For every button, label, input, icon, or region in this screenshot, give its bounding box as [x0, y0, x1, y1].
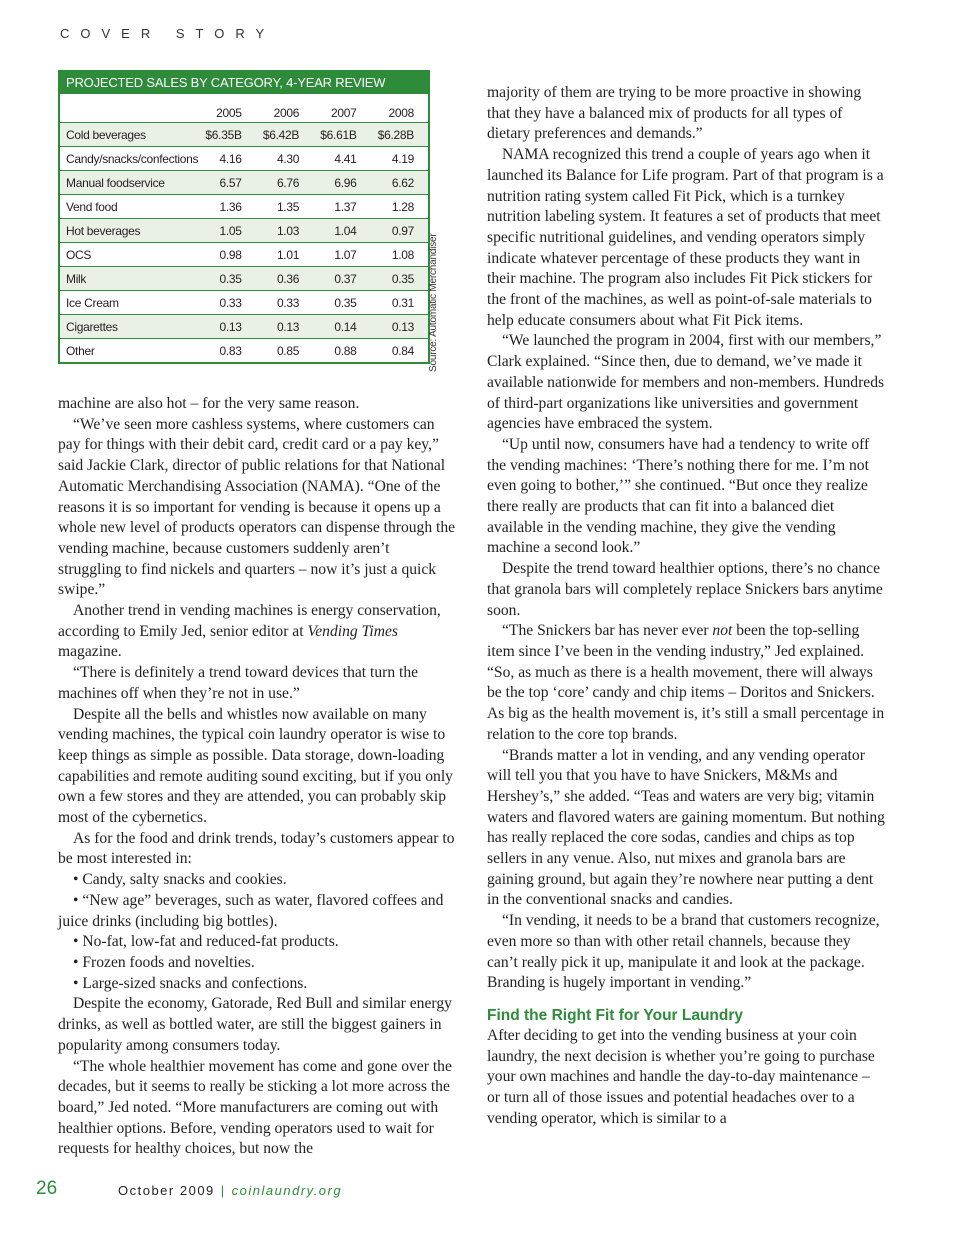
paragraph: Another trend in vending machines is energy conservation, according to Emily Jed, senior editor at Vending Times magazine. — [58, 602, 441, 661]
sales-table-box — [58, 70, 430, 364]
table-row — [60, 171, 428, 195]
table-row — [60, 315, 428, 339]
value-cell: 1.05 — [198, 219, 255, 243]
category-cell: Cold beverages — [60, 123, 198, 147]
value-cell: 0.33 — [256, 291, 313, 315]
value-cell: 1.07 — [313, 243, 370, 267]
table-row — [60, 147, 428, 171]
value-cell: $6.35B — [198, 123, 255, 147]
section-heading: Find the Right Fit for Your Laundry — [487, 1006, 744, 1024]
paragraph: Despite the trend toward healthier options, there’s no chance that granola bars will completely replace Snickers bars anytime soon. — [487, 560, 883, 619]
table-row — [60, 219, 428, 243]
table-row — [60, 267, 428, 291]
value-cell: 1.08 — [371, 243, 428, 267]
value-cell: 0.97 — [371, 219, 428, 243]
paragraph: majority of them are trying to be more proactive in showing that they have a balanced mix of products for all types of dietary preferences and demands.” — [487, 84, 862, 143]
bullet-item: • Large-sized snacks and confections. — [73, 974, 308, 992]
value-cell: 0.31 — [371, 291, 428, 315]
paragraph: machine are also hot – for the very same reason. — [58, 395, 360, 412]
table-row — [60, 195, 428, 219]
sales-table — [60, 94, 428, 362]
footer-separator: | — [220, 1183, 226, 1198]
article-column-left — [58, 394, 456, 1160]
bullet-item: • Frozen foods and novelties. — [73, 953, 255, 971]
value-cell: 6.96 — [313, 171, 370, 195]
value-cell: 4.30 — [256, 147, 313, 171]
category-cell: OCS — [60, 243, 198, 267]
paragraph: “There is definitely a trend toward devices that turn the machines off when they’re not in use.” — [58, 664, 419, 702]
year-header: 2007 — [331, 106, 357, 120]
value-cell: 1.03 — [256, 219, 313, 243]
value-cell: 0.14 — [313, 315, 370, 339]
website-link[interactable]: coinlaundry.org — [231, 1183, 343, 1198]
year-header: 2005 — [216, 106, 242, 120]
paragraph: “We launched the program in 2004, first with our members,” Clark explained. “Since then, due to demand, we’ve made it available nationwide for members and non-members. Hundreds of third-part organizations like universities and government agencies have embraced the system. — [487, 332, 885, 433]
category-cell: Milk — [60, 267, 198, 291]
paragraph: “Brands matter a lot in vending, and any vending operator will tell you that you have to have Snickers, M&Ms and Hershey’s,” she added. “Teas and waters are very big; vitamin waters and flavored waters are gaining momentum. But nothing has really replaced the core sodas, candies and chips as top sellers in any venue. Also, nut mixes and granola bars are gaining ground, but again they’re nowhere near putting a dent in the conventional snacks and candies. — [487, 746, 885, 909]
value-cell: 0.13 — [371, 315, 428, 339]
paragraph: As for the food and drink trends, today’s customers appear to be most interested in: — [58, 829, 455, 868]
value-cell: 0.35 — [371, 267, 428, 291]
category-cell: Manual foodservice — [60, 171, 198, 195]
page-number: 26 — [36, 1178, 58, 1199]
paragraph: Despite all the bells and whistles now available on many vending machines, the typical coin laundry operator is wise to keep things as simple as possible. Data storage, down-loading capabilities and remote auditing sound exciting, but if you only own a few stores and they are attended, you can probably skip most of the cybernetics. — [58, 705, 453, 827]
value-cell: 0.35 — [198, 267, 255, 291]
paragraph: After deciding to get into the vending business at your coin laundry, the next decision is whether you’re going to purchase your own machines and handle the day-to-day maintenance – or turn all of those issues and potential headaches over to a vending operator, which is similar to a — [487, 1026, 875, 1127]
category-cell: Other — [60, 339, 198, 363]
value-cell: 0.98 — [198, 243, 255, 267]
emphasis: not — [712, 622, 733, 640]
category-cell: Vend food — [60, 195, 198, 219]
category-cell: Candy/snacks/confections — [60, 147, 198, 171]
value-cell: $6.42B — [256, 123, 313, 147]
value-cell: 0.36 — [256, 267, 313, 291]
table-body — [60, 123, 428, 363]
value-cell: 1.36 — [198, 195, 255, 219]
value-cell: $6.28B — [371, 123, 428, 147]
value-cell: 0.35 — [313, 291, 370, 315]
year-header: 2006 — [273, 106, 300, 120]
paragraph: “Up until now, consumers have had a tendency to write off the vending machines: ‘There’s nothing there for me. I’m not even going to bother,’” she continued. “But once they realize there really are products that can fit into a balanced diet available in the vending machine, they give the vending machine a second look.” — [487, 435, 870, 557]
value-cell: 0.33 — [198, 291, 255, 315]
paragraph: “The whole healthier movement has come and gone over the decades, but it seems to really be sticking a lot more across the board,” Jed noted. “More manufacturers are coming out with healthier options. Before, vending operators used to wait for requests for healthy choices, but now the — [58, 1057, 452, 1158]
value-cell: 1.04 — [313, 219, 370, 243]
value-cell: 6.62 — [371, 171, 428, 195]
value-cell: 0.88 — [313, 339, 370, 363]
value-cell: 0.83 — [198, 339, 255, 363]
paragraph: “The Snickers bar has never ever not been the top-selling item since I’ve been in the vending industry,” Jed explained. “So, as much as there is a health movement, there will always be the top ‘core’ candy and chip items – Doritos and Snickers. As big as the health movement is, it’s still a small percentage in relation to the core top brands. — [487, 622, 885, 743]
article-column-right — [487, 83, 885, 1129]
paragraph: “In vending, it needs to be a brand that customers recognize, even more so than with other retail channels, because they can’t really pick it up, manipulate it and look at the package. Branding is hugely important in vending.” — [487, 912, 880, 992]
table-title: PROJECTED SALES BY CATEGORY, 4-YEAR REVIEW — [60, 72, 428, 94]
category-cell: Ice Cream — [60, 291, 198, 315]
table-header-row — [60, 94, 428, 123]
value-cell: 6.76 — [256, 171, 313, 195]
table-row — [60, 123, 428, 147]
category-cell: Cigarettes — [60, 315, 198, 339]
value-cell: 0.85 — [256, 339, 313, 363]
table-row — [60, 243, 428, 267]
table-corner — [60, 94, 198, 123]
value-cell: 1.35 — [256, 195, 313, 219]
paragraph: “We’ve seen more cashless systems, where customers can pay for things with their debit card, credit card or a pay key,” said Jackie Clark, director of public relations for that National Automatic Merchandising Association (NAMA). “One of the reasons it is so important for vending is because it opens up a whole new level of products operators can dispense through the vending machine, because customers suddenly aren’t struggling to find nickels and quarters – now it’s just a quick swipe.” — [58, 415, 456, 599]
value-cell: 0.13 — [256, 315, 313, 339]
value-cell: 1.37 — [313, 195, 370, 219]
page-footer — [118, 1183, 342, 1198]
table-source: Source: Automatic Merchandiser — [428, 233, 439, 372]
value-cell: $6.61B — [313, 123, 370, 147]
bullet-item: • Candy, salty snacks and cookies. — [73, 871, 287, 889]
value-cell: 1.28 — [371, 195, 428, 219]
issue-date: October 2009 — [118, 1183, 215, 1198]
year-header: 2008 — [388, 106, 414, 120]
paragraph: NAMA recognized this trend a couple of years ago when it launched its Balance for Life program. Part of that program is a nutrition rating system called Fit Pick, which is a turnkey nutrition labeling system. It features a set of products that meet specific nutritional guidelines, and vending operators simply indicate whatever percentage of these products they want in their machine. The program also includes Fit Pick stickers for the front of the machines, as well as point-of-sale materials to help educate consumers about what Fit Pick items. — [487, 146, 884, 329]
value-cell: 0.13 — [198, 315, 255, 339]
bullet-item: • “New age” beverages, such as water, flavored coffees and juice drinks (including big bottles). — [58, 891, 444, 930]
paragraph: Despite the economy, Gatorade, Red Bull and similar energy drinks, as well as bottled water, are still the biggest gainers in popularity among consumers today. — [58, 995, 452, 1054]
value-cell: 0.84 — [371, 339, 428, 363]
value-cell: 4.41 — [313, 147, 370, 171]
value-cell: 0.37 — [313, 267, 370, 291]
category-cell: Hot beverages — [60, 219, 198, 243]
value-cell: 6.57 — [198, 171, 255, 195]
table-row — [60, 291, 428, 315]
value-cell: 1.01 — [256, 243, 313, 267]
section-kicker: COVER STORY — [60, 26, 276, 41]
value-cell: 4.19 — [371, 147, 428, 171]
magazine-title: Vending Times — [307, 622, 398, 640]
table-row — [60, 339, 428, 363]
bullet-item: • No-fat, low-fat and reduced-fat products. — [73, 933, 339, 951]
value-cell: 4.16 — [198, 147, 255, 171]
